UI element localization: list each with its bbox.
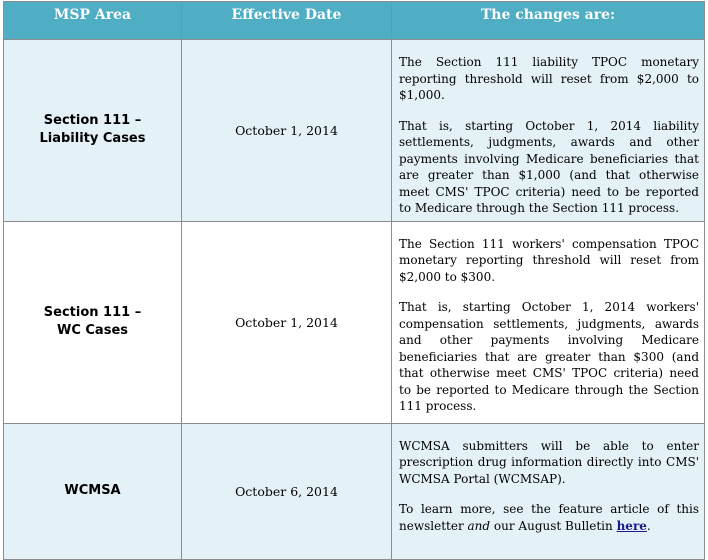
table-row — [4, 423, 705, 559]
table-row — [4, 221, 705, 423]
msp-area-line1: Section 111 – — [43, 305, 142, 320]
header-msp-area-label: MSP Area — [53, 7, 132, 23]
table-header-row — [4, 2, 705, 40]
table-row — [4, 40, 705, 222]
changes-cell — [392, 221, 705, 423]
changes-text: our August Bulletin — [493, 518, 613, 533]
changes-paragraph: That is, starting October 1, 2014 liability settlements, judgments, awards and other payments involving Medicare beneficiaries that are greater than $1,000 (and that otherwise meet CMS' TPOC criteria) need to be reported to Medicare through the Section 111 process. — [399, 118, 699, 215]
effective-date-cell: October 6, 2014 — [182, 423, 392, 559]
msp-area-line2: Liability Cases — [39, 131, 146, 147]
msp-area-line1: WCMSA — [64, 483, 121, 498]
changes-paragraph: WCMSA submitters will be able to enter prescription drug information directly into CMS' WCMSA Portal (WCMSAP). — [399, 438, 699, 486]
changes-text: . — [646, 518, 651, 533]
header-effective-date — [182, 2, 392, 40]
header-effective-date-label: Effective Date — [231, 7, 342, 23]
effective-date-cell: October 1, 2014 — [182, 40, 392, 222]
changes-cell — [392, 423, 705, 559]
header-msp-area — [4, 2, 182, 40]
msp-area-cell — [4, 40, 182, 222]
msp-area-cell — [4, 221, 182, 423]
header-changes-label: The changes are: — [480, 7, 616, 23]
changes-paragraph — [399, 501, 699, 534]
msp-area-line1: Section 111 – — [43, 113, 142, 129]
msp-changes-table — [3, 1, 705, 560]
changes-paragraph: The Section 111 liability TPOC monetary reporting threshold will reset from $2,000 to $1,000. — [399, 55, 699, 102]
changes-paragraph: The Section 111 workers' compensation TPOC monetary reporting threshold will reset from $2,000 to $300. — [399, 236, 699, 284]
msp-area-cell — [4, 423, 182, 559]
header-changes — [392, 2, 705, 40]
changes-text: To learn more, see the feature article of this newsletter — [399, 502, 699, 533]
effective-date-cell: October 1, 2014 — [182, 221, 392, 423]
here-link[interactable]: here — [616, 518, 647, 533]
msp-area-line2: WC Cases — [56, 323, 128, 338]
changes-text-italic: and — [467, 518, 491, 533]
changes-cell — [392, 40, 705, 222]
changes-paragraph: That is, starting October 1, 2014 workers' compensation settlements, judgments, awards and other payments involving Medicare beneficiaries that are greater than $300 (and that otherwise meet CMS' TPOC criteria) need to be reported to Medicare through the Section 111 process. — [399, 300, 699, 413]
